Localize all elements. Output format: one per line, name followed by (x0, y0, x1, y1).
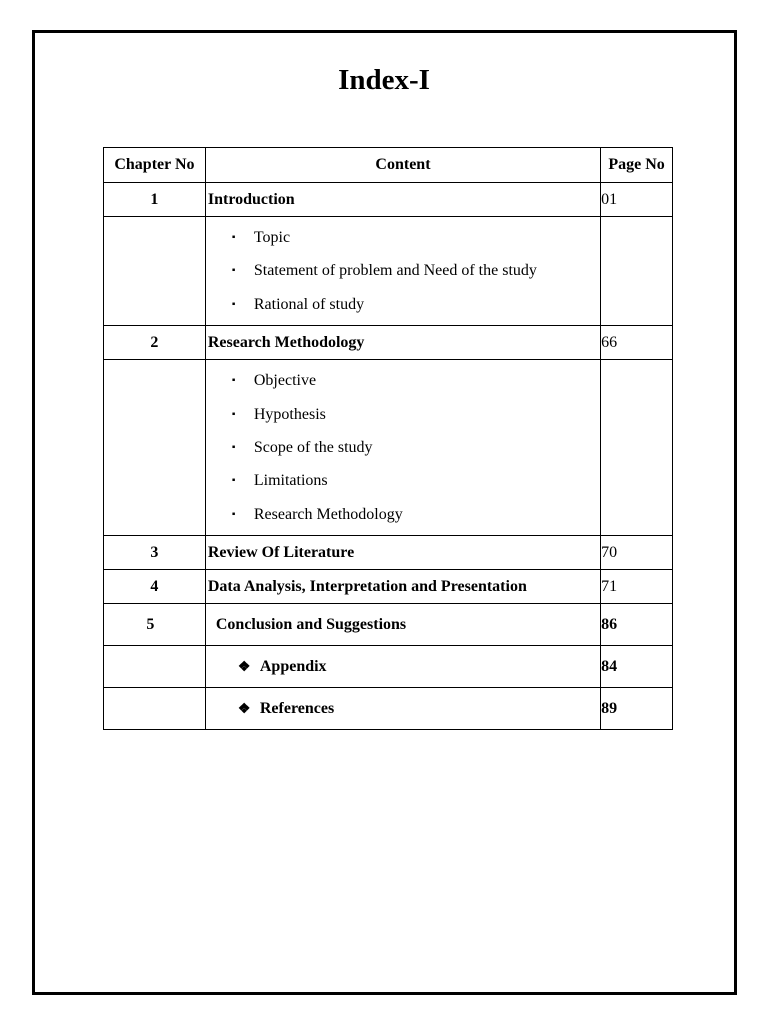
chapter-title: Data Analysis, Interpretation and Presentation (205, 570, 600, 604)
table-row (104, 570, 673, 604)
page-number: 84 (601, 646, 673, 688)
chapter-number: 1 (104, 183, 206, 217)
sub-item-list (206, 217, 600, 325)
table-row (104, 360, 673, 536)
list-item (230, 398, 600, 431)
square-bullet-icon: ▪ (231, 298, 236, 310)
chapter-title: Research Methodology (205, 326, 600, 360)
sub-items-cell (205, 217, 600, 326)
square-bullet-icon: ▪ (231, 508, 236, 520)
page-number: 71 (601, 570, 673, 604)
list-item (230, 364, 600, 397)
chapter-number: 4 (104, 570, 206, 604)
sub-items-cell (205, 360, 600, 536)
square-bullet-icon: ▪ (231, 232, 236, 243)
list-item (230, 288, 600, 321)
table-row (104, 688, 673, 730)
list-item-label: Hypothesis (253, 405, 326, 423)
list-item (230, 254, 600, 287)
empty-cell (104, 646, 206, 688)
empty-cell (601, 217, 673, 326)
list-item (230, 498, 600, 531)
square-bullet-icon: ▪ (231, 375, 236, 387)
chapter-number: 3 (104, 536, 206, 570)
page-title: Index-I (338, 64, 430, 96)
chapter-title: Introduction (205, 183, 600, 217)
table-row (104, 646, 673, 688)
diamond-bullet-icon: ❖ (237, 701, 251, 717)
table-header-row (104, 148, 673, 183)
header-page-no: Page No (601, 148, 673, 183)
page-number: 89 (601, 688, 673, 730)
diamond-bullet-icon: ❖ (237, 659, 251, 675)
empty-cell (601, 360, 673, 536)
list-item-label: Research Methodology (253, 505, 403, 523)
table-row (104, 326, 673, 360)
sub-item-list (206, 360, 600, 535)
list-item (230, 221, 600, 254)
page-number: 70 (601, 536, 673, 570)
page-number: 66 (601, 326, 673, 360)
square-bullet-icon: ▪ (231, 265, 236, 277)
chapter-title: Conclusion and Suggestions (205, 604, 600, 646)
extra-item-cell (205, 646, 600, 688)
empty-cell (104, 688, 206, 730)
list-item-label: Rational of study (253, 295, 365, 313)
chapter-title: Review Of Literature (205, 536, 600, 570)
list-item-label: Objective (253, 372, 317, 390)
index-table (103, 147, 673, 730)
page-number: 01 (601, 183, 673, 217)
header-chapter-no: Chapter No (104, 148, 206, 183)
page-number: 86 (601, 604, 673, 646)
empty-cell (104, 217, 206, 326)
header-content: Content (205, 148, 600, 183)
extra-item-title: Appendix (259, 657, 327, 675)
list-item-label: Scope of the study (253, 438, 373, 456)
list-item (230, 464, 600, 497)
list-item-label: Statement of problem and Need of the study (253, 262, 537, 280)
list-item-label: Topic (253, 229, 291, 246)
extra-item-title: References (259, 699, 335, 717)
square-bullet-icon: ▪ (231, 475, 236, 487)
chapter-number: 2 (104, 326, 206, 360)
list-item-label: Limitations (253, 472, 328, 490)
table-row (104, 536, 673, 570)
list-item (230, 431, 600, 464)
table-row (104, 183, 673, 217)
table-row (104, 217, 673, 326)
table-row (104, 604, 673, 646)
square-bullet-icon: ▪ (231, 441, 236, 453)
extra-item-cell (205, 688, 600, 730)
square-bullet-icon: ▪ (231, 408, 236, 420)
empty-cell (104, 360, 206, 536)
chapter-number: 5 (104, 604, 206, 646)
